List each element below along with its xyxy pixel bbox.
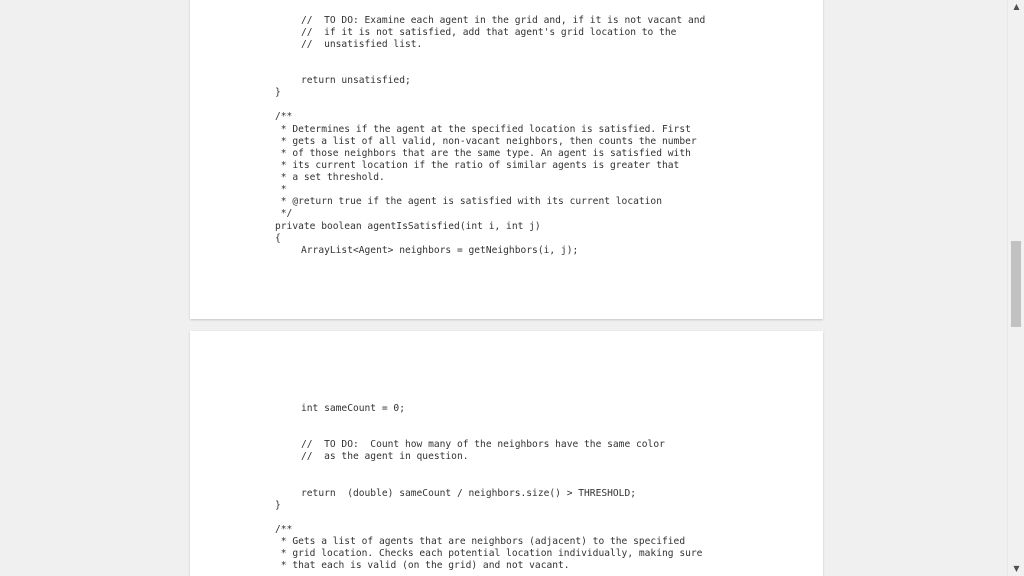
code-line: * gets a list of all valid, non-vacant neighbors, then counts the number — [275, 136, 697, 147]
code-line: * a set threshold. — [275, 172, 385, 183]
code-line: * of those neighbors that are the same type. An agent is satisfied with — [275, 148, 691, 159]
scroll-up-arrow-icon[interactable]: ▲ — [1013, 2, 1020, 11]
code-line: /** — [275, 111, 293, 122]
code-line: // TO DO: Examine each agent in the grid and, if it is not vacant and — [301, 15, 706, 26]
code-line: * that each is valid (on the grid) and not vacant. — [275, 560, 570, 571]
code-line: * Determines if the agent at the specified location is satisfied. First — [275, 124, 691, 135]
code-line: * @return true if the agent is satisfied with its current location — [275, 196, 662, 207]
code-block — [190, 0, 706, 256]
code-line: } — [275, 87, 281, 98]
code-line: int sameCount = 0; — [301, 403, 405, 414]
code-line: { — [275, 233, 281, 244]
code-line: return unsatisfied; — [301, 75, 411, 86]
document-page-1 — [190, 0, 823, 319]
code-line: // unsatisfied list. — [301, 39, 423, 50]
scroll-down-arrow-icon[interactable]: ▼ — [1013, 564, 1020, 573]
code-line: * grid location. Checks each potential location individually, making sure — [275, 548, 703, 559]
code-line: * Gets a list of agents that are neighbors (adjacent) to the specified — [275, 536, 686, 547]
code-line: * its current location if the ratio of similar agents is greater that — [275, 160, 680, 171]
code-line: ArrayList<Agent> neighbors = getNeighbors(i, j); — [301, 245, 579, 256]
code-line: * — [275, 184, 287, 195]
vertical-scrollbar[interactable] — [1007, 0, 1024, 576]
code-line: // as the agent in question. — [301, 451, 469, 462]
code-line: // TO DO: Count how many of the neighbors have the same color — [301, 439, 665, 450]
code-block — [190, 331, 703, 571]
code-line: */ — [275, 208, 293, 219]
scrollbar-thumb[interactable] — [1011, 241, 1021, 327]
code-line: private boolean agentIsSatisfied(int i, int j) — [275, 221, 541, 232]
code-line: /** — [275, 524, 293, 535]
document-page-2 — [190, 331, 823, 576]
code-line: } — [275, 500, 281, 511]
code-line: // if it is not satisfied, add that agent's grid location to the — [301, 27, 677, 38]
code-line: return (double) sameCount / neighbors.size() > THRESHOLD; — [301, 488, 637, 499]
